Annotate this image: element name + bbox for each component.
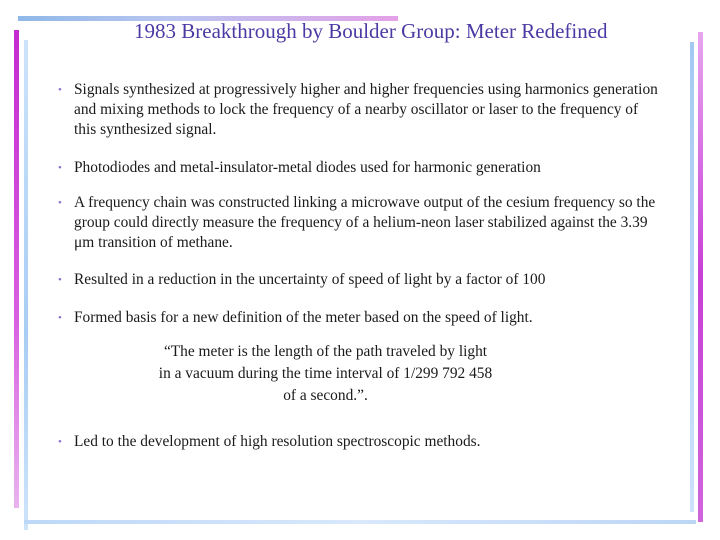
right-blue-accent-bar <box>690 42 694 512</box>
bullet-dot-icon: • <box>58 274 62 286</box>
bullet-item <box>58 158 541 178</box>
bullet-text: Resulted in a reduction in the uncertainty of speed of light by a factor of 100 <box>74 271 546 288</box>
bullet-text: Formed basis for a new definition of the meter based on the speed of light. <box>74 309 533 326</box>
right-pink-accent-bar <box>698 32 703 522</box>
bullet-dot-icon: • <box>58 197 62 209</box>
meter-definition-quote: “The meter is the length of the path traveled by light in a vacuum during the time interval of 1/299 792 458 of a second.”. <box>158 343 493 404</box>
bullet-item <box>58 80 658 140</box>
bullet-item <box>58 308 533 328</box>
bullet-text: Led to the development of high resolution spectroscopic methods. <box>74 433 481 450</box>
bullet-text: Signals synthesized at progressively higher and higher frequencies using harmonics generation and mixing methods to lock the frequency of a nearby oscillator or laser to the frequency of this synthesized signal. <box>74 81 658 138</box>
bullet-dot-icon: • <box>58 84 62 96</box>
slide-title: 1983 Breakthrough by Boulder Group: Meter Redefined <box>134 19 608 43</box>
bullet-dot-icon: • <box>58 162 62 174</box>
bullet-item <box>58 193 658 253</box>
bullet-item <box>58 270 545 290</box>
bullet-text: Photodiodes and metal-insulator-metal diodes used for harmonic generation <box>74 159 541 176</box>
bullet-item <box>58 432 480 452</box>
left-pink-accent-bar <box>14 30 19 508</box>
bottom-accent-bar <box>24 520 696 524</box>
bullet-dot-icon: • <box>58 436 62 448</box>
left-blue-accent-bar <box>24 40 28 530</box>
bullet-text: A frequency chain was constructed linking a microwave output of the cesium frequency so the group could directly measure the frequency of a helium-neon laser stabilized against the 3.39 μm transition of methane. <box>74 194 656 251</box>
bullet-dot-icon: • <box>58 312 62 324</box>
